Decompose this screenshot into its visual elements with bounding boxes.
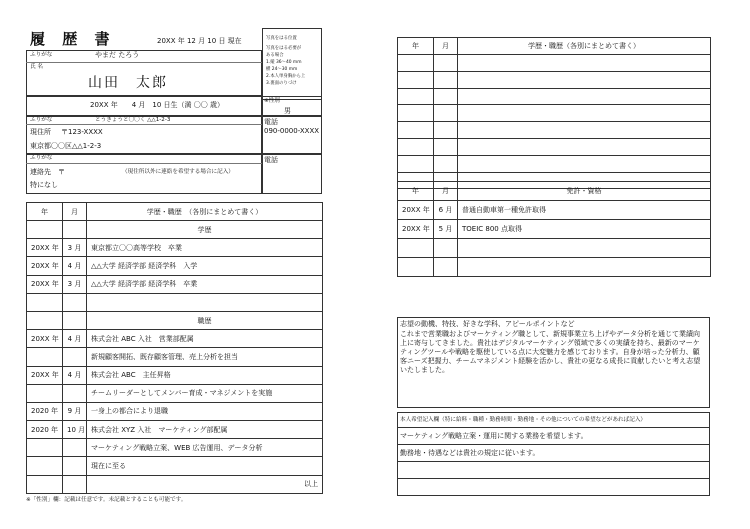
history-month: 4 月 [63, 257, 87, 275]
right-history-cell [398, 138, 434, 155]
right-history-cell [434, 155, 458, 172]
right-history-table [397, 37, 711, 189]
history-month: 4 月 [63, 330, 87, 348]
name-value: 山田 太郎 [88, 75, 168, 91]
furigana-label: ふりがな [30, 52, 53, 58]
history-month: 9 月 [63, 402, 87, 420]
license-row [398, 201, 711, 220]
history-month [63, 311, 87, 329]
photo-instruction-line: 写真をはる位置 [266, 36, 297, 41]
address-value: 東京都〇〇区△△1-2-3 [30, 142, 102, 150]
license-year [398, 239, 434, 258]
photo-instruction-line: 2.本人単身胸から上 [266, 74, 306, 79]
right-history-cell [458, 122, 711, 139]
history-year: 2020 年 [27, 421, 63, 439]
history-header-month: 月 [63, 203, 87, 221]
history-year [27, 311, 63, 329]
history-year [27, 384, 63, 402]
history-month [63, 293, 87, 311]
history-month [63, 384, 87, 402]
history-row [27, 239, 323, 257]
history-content: 株式会社 XYZ 入社 マーケティング部配属 [87, 421, 323, 439]
history-content: △△大学 経済学部 経済学科 入学 [87, 257, 323, 275]
history-year: 20XX 年 [27, 257, 63, 275]
right-history-row [398, 138, 711, 155]
license-header-month: 月 [434, 182, 458, 201]
history-row [27, 221, 323, 239]
history-content: 株式会社 ABC 入社 営業部配属 [87, 330, 323, 348]
history-row [27, 311, 323, 329]
history-row [27, 402, 323, 420]
right-history-cell [398, 71, 434, 88]
right-history-cell [434, 88, 458, 105]
history-content [87, 293, 323, 311]
right-history-cell [434, 55, 458, 72]
license-content [458, 239, 711, 258]
history-row [27, 293, 323, 311]
contact-label: 連絡先 〒 [30, 168, 65, 176]
history-year [27, 348, 63, 366]
right-history-cell [434, 138, 458, 155]
history-row [27, 457, 323, 475]
history-year: 20XX 年 [27, 275, 63, 293]
history-row [27, 475, 323, 493]
right-history-header-year: 年 [398, 38, 434, 55]
right-history-cell [398, 105, 434, 122]
right-history-row [398, 88, 711, 105]
right-history-cell [398, 122, 434, 139]
motivation-label: 志望の動機、特技、好きな学科、アピールポイントなど [400, 320, 575, 328]
history-month [63, 475, 87, 493]
history-year [27, 439, 63, 457]
license-month [434, 239, 458, 258]
contact-value: 特になし [30, 181, 58, 189]
birth-value: 20XX 年 4 月 10 日生（満 〇〇 歳） [90, 101, 224, 109]
right-history-cell [458, 138, 711, 155]
history-row [27, 257, 323, 275]
address-label: 現住所 [30, 128, 51, 136]
history-year: 20XX 年 [27, 366, 63, 384]
history-row [27, 348, 323, 366]
right-history-row [398, 155, 711, 172]
history-content: 学歴 [87, 221, 323, 239]
history-content: 新規顧客開拓、既存顧客管理、売上分析を担当 [87, 348, 323, 366]
photo-instruction-line: 3.裏面のりづけ [266, 81, 297, 86]
license-year [398, 258, 434, 277]
license-content [458, 258, 711, 277]
history-month [63, 221, 87, 239]
history-content: マーケティング戦略立案、WEB 広告運用、データ分析 [87, 439, 323, 457]
history-content: △△大学 経済学部 経済学科 卒業 [87, 275, 323, 293]
right-history-cell [398, 55, 434, 72]
date-line: 20XX 年 12 月 10 日 現在 [157, 37, 242, 45]
history-year: 20XX 年 [27, 239, 63, 257]
right-history-row [398, 105, 711, 122]
right-history-cell [458, 105, 711, 122]
request-line-1: マーケティング戦略立案・運用に関する業務を希望します。 [400, 432, 588, 440]
license-year: 20XX 年 [398, 220, 434, 239]
motivation-text: これまで営業職およびマーケティング職として、新規事業立ち上げやデータ分析を通じて業績向上に寄与してきました。貴社はデジタルマーケティング領域で多くの実績を持ち、最新のマーケティングツールや戦略を駆使している点に大変魅力を感じております。自身が培った分析力、顧客ニーズ把握力、チームマネジメント経験を活かし、貴社の更なる成長に貢献したいと考え志望いたしました。 [400, 330, 701, 374]
right-history-cell [458, 155, 711, 172]
photo-instruction-line: ある場合 [266, 53, 284, 58]
right-history-cell [398, 155, 434, 172]
photo-box [262, 28, 322, 100]
history-content: 一身上の都合により退職 [87, 402, 323, 420]
photo-instruction-line: 横 24〜30 mm [266, 67, 298, 72]
gender-label: ※性別 [264, 98, 280, 104]
phone-label: 電話 [264, 118, 278, 126]
right-history-cell [458, 71, 711, 88]
history-month: 10 月 [63, 421, 87, 439]
request-label: 本人希望記入欄（特に給料・職種・勤務時間・勤務地・その他についての希望などがあれば記入） [400, 417, 647, 423]
photo-instruction-line: 写真をはる必要が [266, 46, 302, 51]
license-header-year: 年 [398, 182, 434, 201]
history-row [27, 421, 323, 439]
history-content: 以上 [87, 475, 323, 493]
history-content: チームリーダーとしてメンバー育成・マネジメントを実施 [87, 384, 323, 402]
history-row [27, 330, 323, 348]
request-line-2: 勤務地・待遇などは貴社の規定に従います。 [400, 449, 540, 457]
license-content: TOEIC 800 点取得 [458, 220, 711, 239]
history-header-year: 年 [27, 203, 63, 221]
addr-furigana-label: ふりがな [30, 117, 53, 123]
right-history-header-month: 月 [434, 38, 458, 55]
license-header-content: 免許・資格 [458, 182, 711, 201]
gender-value: 男 [284, 107, 291, 115]
license-content: 普通自動車第一種免許取得 [458, 201, 711, 220]
license-month: 6 月 [434, 201, 458, 220]
history-month: 3 月 [63, 239, 87, 257]
contact-phone-label: 電話 [264, 156, 278, 164]
license-month [434, 258, 458, 277]
history-year [27, 293, 63, 311]
photo-instruction-line: 1.縦 36〜40 mm [266, 60, 302, 65]
postal-code: 〒123-XXXX [61, 128, 103, 136]
history-month: 4 月 [63, 366, 87, 384]
license-year: 20XX 年 [398, 201, 434, 220]
right-history-cell [434, 122, 458, 139]
history-month [63, 457, 87, 475]
footnote: ※「性別」欄：記載は任意です。未記載とすることも可能です。 [26, 497, 187, 503]
license-table [397, 181, 711, 277]
history-content: 職歴 [87, 311, 323, 329]
history-year [27, 457, 63, 475]
right-history-header-content: 学歴・職歴（各別にまとめて書く） [458, 38, 711, 55]
page-title: 履 歴 書 [30, 30, 116, 48]
history-content: 株式会社 ABC 主任昇格 [87, 366, 323, 384]
license-row [398, 220, 711, 239]
phone-value: 090-0000-XXXX [264, 127, 320, 135]
contact-note: （現住所以外に連絡を希望する場合に記入） [122, 169, 234, 175]
addr-furigana-value: とうきょうと〇〇く △△1-2-3 [95, 117, 171, 123]
history-header-content: 学歴・職歴 （各別にまとめて書く） [87, 203, 323, 221]
history-table [26, 202, 323, 494]
right-history-row [398, 71, 711, 88]
right-history-cell [458, 88, 711, 105]
history-month [63, 348, 87, 366]
history-row [27, 439, 323, 457]
history-row [27, 384, 323, 402]
history-content: 現在に至る [87, 457, 323, 475]
history-month: 3 月 [63, 275, 87, 293]
history-content: 東京都立〇〇高等学校 卒業 [87, 239, 323, 257]
right-history-cell [434, 105, 458, 122]
right-history-cell [434, 71, 458, 88]
history-year [27, 221, 63, 239]
right-history-cell [458, 55, 711, 72]
furigana-value: やまだ たろう [95, 51, 140, 59]
history-month [63, 439, 87, 457]
history-row [27, 366, 323, 384]
contact-furigana-label: ふりがな [30, 155, 53, 161]
history-year: 2020 年 [27, 402, 63, 420]
right-history-cell [398, 88, 434, 105]
license-row [398, 239, 711, 258]
history-row [27, 275, 323, 293]
right-history-row [398, 55, 711, 72]
license-month: 5 月 [434, 220, 458, 239]
right-history-row [398, 122, 711, 139]
history-year: 20XX 年 [27, 330, 63, 348]
name-label: 氏 名 [30, 64, 43, 70]
history-year [27, 475, 63, 493]
license-row [398, 258, 711, 277]
